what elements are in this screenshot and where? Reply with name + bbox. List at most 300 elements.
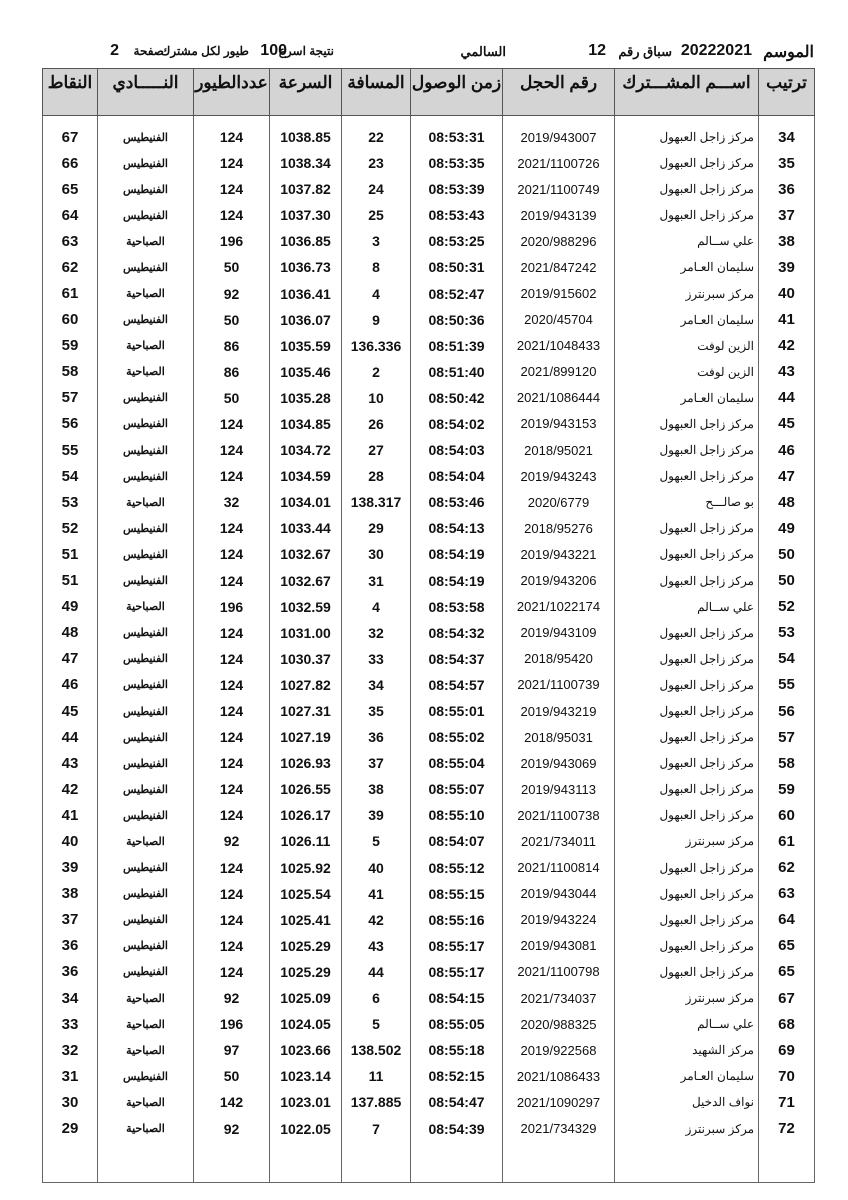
cell-rank: 61 <box>759 828 815 854</box>
cell-name: بو صالـــح <box>615 489 759 515</box>
cell-points: 46 <box>43 672 98 698</box>
cell-rank: 48 <box>759 489 815 515</box>
table-row <box>43 1011 815 1037</box>
birds-count: 100 <box>260 42 287 59</box>
cell-name: مركز سبرنترز <box>615 280 759 306</box>
cell-club: الفنيطيس <box>98 776 194 802</box>
cell-points: 54 <box>43 463 98 489</box>
cell-distance: 4 <box>342 280 411 306</box>
cell-rank: 35 <box>759 150 815 176</box>
empty-cell <box>98 1142 194 1183</box>
cell-arrival-time: 08:54:13 <box>411 515 503 541</box>
cell-ring: 2021/1048433 <box>503 333 615 359</box>
cell-points: 59 <box>43 333 98 359</box>
season-label: الموسم <box>763 44 814 61</box>
cell-name: سليمان العـامر <box>615 254 759 280</box>
cell-club: الفنيطيس <box>98 855 194 881</box>
cell-ring: 2019/922568 <box>503 1037 615 1063</box>
cell-rank: 64 <box>759 907 815 933</box>
column-header-arrival-time: زمن الوصول <box>411 69 503 116</box>
cell-club: الفنيطيس <box>98 1063 194 1089</box>
empty-cell <box>503 1142 615 1183</box>
cell-rank: 65 <box>759 933 815 959</box>
cell-name: مركز زاجل العبهول <box>615 750 759 776</box>
column-header-rank: ترتيب <box>759 69 815 116</box>
table-row <box>43 1089 815 1115</box>
cell-arrival-time: 08:53:58 <box>411 594 503 620</box>
cell-name: مركز زاجل العبهول <box>615 724 759 750</box>
cell-rank: 52 <box>759 594 815 620</box>
cell-distance: 40 <box>342 855 411 881</box>
cell-points: 66 <box>43 150 98 176</box>
cell-birds: 124 <box>194 541 270 567</box>
cell-speed: 1032.67 <box>270 568 342 594</box>
cell-birds: 124 <box>194 437 270 463</box>
cell-rank: 59 <box>759 776 815 802</box>
cell-rank: 42 <box>759 333 815 359</box>
cell-speed: 1026.93 <box>270 750 342 776</box>
cell-speed: 1023.01 <box>270 1089 342 1115</box>
results-table <box>42 68 815 1183</box>
cell-points: 61 <box>43 280 98 306</box>
cell-points: 39 <box>43 855 98 881</box>
table-row <box>43 202 815 228</box>
cell-ring: 2021/1086433 <box>503 1063 615 1089</box>
cell-birds: 124 <box>194 750 270 776</box>
cell-birds: 124 <box>194 698 270 724</box>
cell-speed: 1034.59 <box>270 463 342 489</box>
cell-name: مركز زاجل العبهول <box>615 959 759 985</box>
cell-birds: 124 <box>194 515 270 541</box>
cell-speed: 1027.82 <box>270 672 342 698</box>
cell-club: الصباحية <box>98 1011 194 1037</box>
cell-club: الفنيطيس <box>98 646 194 672</box>
table-row <box>43 228 815 254</box>
cell-distance: 5 <box>342 828 411 854</box>
cell-rank: 47 <box>759 463 815 489</box>
cell-speed: 1038.85 <box>270 116 342 151</box>
cell-distance: 35 <box>342 698 411 724</box>
cell-birds: 50 <box>194 254 270 280</box>
cell-distance: 30 <box>342 541 411 567</box>
cell-speed: 1030.37 <box>270 646 342 672</box>
cell-speed: 1027.19 <box>270 724 342 750</box>
cell-arrival-time: 08:54:19 <box>411 568 503 594</box>
cell-rank: 49 <box>759 515 815 541</box>
table-row <box>43 933 815 959</box>
cell-name: مركز زاجل العبهول <box>615 646 759 672</box>
cell-distance: 37 <box>342 750 411 776</box>
empty-cell <box>615 1142 759 1183</box>
table-row <box>43 333 815 359</box>
cell-name: الزين لوفت <box>615 333 759 359</box>
cell-rank: 72 <box>759 1115 815 1141</box>
cell-points: 51 <box>43 568 98 594</box>
table-row <box>43 385 815 411</box>
cell-rank: 67 <box>759 985 815 1011</box>
cell-speed: 1034.72 <box>270 437 342 463</box>
location: السالمي <box>460 44 506 59</box>
cell-ring: 2021/734011 <box>503 828 615 854</box>
cell-arrival-time: 08:54:15 <box>411 985 503 1011</box>
cell-name: مركز زاجل العبهول <box>615 672 759 698</box>
cell-club: الفنيطيس <box>98 463 194 489</box>
table-row <box>43 116 815 151</box>
table-row <box>43 802 815 828</box>
cell-speed: 1035.28 <box>270 385 342 411</box>
cell-name: علي ســالم <box>615 1011 759 1037</box>
cell-club: الفنيطيس <box>98 254 194 280</box>
cell-distance: 137.885 <box>342 1089 411 1115</box>
cell-arrival-time: 08:53:43 <box>411 202 503 228</box>
cell-ring: 2019/943069 <box>503 750 615 776</box>
cell-birds: 97 <box>194 1037 270 1063</box>
cell-rank: 54 <box>759 646 815 672</box>
cell-birds: 124 <box>194 933 270 959</box>
cell-arrival-time: 08:50:36 <box>411 307 503 333</box>
cell-rank: 36 <box>759 176 815 202</box>
race-number: 12 <box>588 42 606 59</box>
cell-distance: 138.502 <box>342 1037 411 1063</box>
cell-ring: 2019/943109 <box>503 620 615 646</box>
empty-cell <box>342 1142 411 1183</box>
cell-ring: 2021/1022174 <box>503 594 615 620</box>
cell-club: الفنيطيس <box>98 724 194 750</box>
cell-arrival-time: 08:50:31 <box>411 254 503 280</box>
table-row <box>43 985 815 1011</box>
cell-ring: 2021/847242 <box>503 254 615 280</box>
table-row <box>43 750 815 776</box>
cell-name: مركز سبرنترز <box>615 985 759 1011</box>
cell-points: 42 <box>43 776 98 802</box>
cell-distance: 43 <box>342 933 411 959</box>
cell-speed: 1025.29 <box>270 933 342 959</box>
cell-birds: 124 <box>194 176 270 202</box>
cell-speed: 1026.55 <box>270 776 342 802</box>
column-header-ring: رقم الحجل <box>503 69 615 116</box>
cell-speed: 1032.67 <box>270 541 342 567</box>
cell-arrival-time: 08:54:07 <box>411 828 503 854</box>
header-row <box>43 69 815 116</box>
cell-club: الصباحية <box>98 280 194 306</box>
cell-birds: 196 <box>194 1011 270 1037</box>
cell-club: الصباحية <box>98 985 194 1011</box>
cell-club: الفنيطيس <box>98 385 194 411</box>
cell-ring: 2020/45704 <box>503 307 615 333</box>
cell-ring: 2020/988325 <box>503 1011 615 1037</box>
cell-name: علي ســالم <box>615 228 759 254</box>
cell-birds: 124 <box>194 881 270 907</box>
cell-birds: 124 <box>194 776 270 802</box>
cell-arrival-time: 08:55:05 <box>411 1011 503 1037</box>
cell-speed: 1023.66 <box>270 1037 342 1063</box>
cell-points: 53 <box>43 489 98 515</box>
cell-rank: 65 <box>759 959 815 985</box>
cell-points: 37 <box>43 907 98 933</box>
cell-club: الفنيطيس <box>98 881 194 907</box>
cell-distance: 27 <box>342 437 411 463</box>
table-row <box>43 907 815 933</box>
cell-ring: 2021/734329 <box>503 1115 615 1141</box>
cell-name: مركز زاجل العبهول <box>615 176 759 202</box>
column-header-birds: عددالطيور <box>194 69 270 116</box>
table-row <box>43 541 815 567</box>
cell-name: مركز زاجل العبهول <box>615 802 759 828</box>
cell-arrival-time: 08:54:57 <box>411 672 503 698</box>
cell-birds: 124 <box>194 672 270 698</box>
cell-distance: 5 <box>342 1011 411 1037</box>
cell-ring: 2021/1100749 <box>503 176 615 202</box>
cell-speed: 1034.01 <box>270 489 342 515</box>
cell-club: الفنيطيس <box>98 959 194 985</box>
cell-points: 64 <box>43 202 98 228</box>
table-row <box>43 855 815 881</box>
cell-club: الفنيطيس <box>98 411 194 437</box>
cell-ring: 2019/943139 <box>503 202 615 228</box>
cell-rank: 60 <box>759 802 815 828</box>
table-row <box>43 1037 815 1063</box>
cell-birds: 124 <box>194 907 270 933</box>
cell-points: 67 <box>43 116 98 151</box>
cell-rank: 69 <box>759 1037 815 1063</box>
cell-ring: 2021/1100738 <box>503 802 615 828</box>
cell-points: 30 <box>43 1089 98 1115</box>
cell-arrival-time: 08:54:39 <box>411 1115 503 1141</box>
cell-ring: 2021/1100814 <box>503 855 615 881</box>
table-row <box>43 646 815 672</box>
cell-speed: 1036.73 <box>270 254 342 280</box>
cell-distance: 136.336 <box>342 333 411 359</box>
cell-club: الفنيطيس <box>98 150 194 176</box>
cell-points: 52 <box>43 515 98 541</box>
cell-distance: 24 <box>342 176 411 202</box>
table-row <box>43 411 815 437</box>
cell-points: 44 <box>43 724 98 750</box>
cell-ring: 2019/943206 <box>503 568 615 594</box>
cell-arrival-time: 08:53:31 <box>411 116 503 151</box>
column-header-points: النقاط <box>43 69 98 116</box>
cell-speed: 1025.09 <box>270 985 342 1011</box>
cell-club: الفنيطيس <box>98 437 194 463</box>
table-row <box>43 176 815 202</box>
table-row <box>43 672 815 698</box>
cell-speed: 1032.59 <box>270 594 342 620</box>
cell-birds: 124 <box>194 202 270 228</box>
cell-arrival-time: 08:52:15 <box>411 1063 503 1089</box>
cell-arrival-time: 08:51:40 <box>411 359 503 385</box>
cell-birds: 50 <box>194 385 270 411</box>
cell-birds: 32 <box>194 489 270 515</box>
cell-club: الفنيطيس <box>98 750 194 776</box>
cell-name: سليمان العـامر <box>615 307 759 333</box>
cell-birds: 124 <box>194 855 270 881</box>
report-title <box>44 42 814 66</box>
cell-arrival-time: 08:55:02 <box>411 724 503 750</box>
cell-arrival-time: 08:53:35 <box>411 150 503 176</box>
cell-arrival-time: 08:55:17 <box>411 933 503 959</box>
cell-distance: 39 <box>342 802 411 828</box>
cell-distance: 6 <box>342 985 411 1011</box>
cell-ring: 2019/943153 <box>503 411 615 437</box>
cell-rank: 40 <box>759 280 815 306</box>
cell-birds: 50 <box>194 1063 270 1089</box>
cell-distance: 31 <box>342 568 411 594</box>
birds-label: طيور لكل مشترك <box>160 44 249 58</box>
table-row <box>43 568 815 594</box>
cell-arrival-time: 08:53:25 <box>411 228 503 254</box>
cell-rank: 46 <box>759 437 815 463</box>
cell-arrival-time: 08:55:16 <box>411 907 503 933</box>
cell-points: 29 <box>43 1115 98 1141</box>
cell-ring: 2018/95021 <box>503 437 615 463</box>
cell-speed: 1026.11 <box>270 828 342 854</box>
table-row <box>43 150 815 176</box>
cell-birds: 92 <box>194 985 270 1011</box>
cell-ring: 2019/943221 <box>503 541 615 567</box>
cell-points: 49 <box>43 594 98 620</box>
cell-speed: 1025.92 <box>270 855 342 881</box>
empty-cell <box>759 1142 815 1183</box>
cell-name: مركز زاجل العبهول <box>615 541 759 567</box>
empty-cell <box>270 1142 342 1183</box>
cell-speed: 1034.85 <box>270 411 342 437</box>
cell-ring: 2021/1090297 <box>503 1089 615 1115</box>
cell-birds: 124 <box>194 411 270 437</box>
cell-arrival-time: 08:55:07 <box>411 776 503 802</box>
cell-ring: 2018/95276 <box>503 515 615 541</box>
cell-rank: 34 <box>759 116 815 151</box>
cell-name: نواف الدخيل <box>615 1089 759 1115</box>
column-header-club: النـــــادي <box>98 69 194 116</box>
cell-arrival-time: 08:55:15 <box>411 881 503 907</box>
cell-birds: 86 <box>194 359 270 385</box>
cell-distance: 2 <box>342 359 411 385</box>
cell-ring: 2018/95420 <box>503 646 615 672</box>
cell-club: الفنيطيس <box>98 202 194 228</box>
cell-arrival-time: 08:55:17 <box>411 959 503 985</box>
cell-club: الصباحية <box>98 1037 194 1063</box>
cell-points: 33 <box>43 1011 98 1037</box>
cell-arrival-time: 08:54:04 <box>411 463 503 489</box>
cell-rank: 56 <box>759 698 815 724</box>
cell-distance: 4 <box>342 594 411 620</box>
cell-name: مركز زاجل العبهول <box>615 116 759 151</box>
cell-ring: 2019/943219 <box>503 698 615 724</box>
table-row <box>43 307 815 333</box>
cell-speed: 1038.34 <box>270 150 342 176</box>
cell-birds: 124 <box>194 568 270 594</box>
cell-distance: 138.317 <box>342 489 411 515</box>
cell-distance: 22 <box>342 116 411 151</box>
cell-club: الفنيطيس <box>98 802 194 828</box>
cell-club: الفنيطيس <box>98 307 194 333</box>
table-row <box>43 881 815 907</box>
cell-name: مركز زاجل العبهول <box>615 620 759 646</box>
cell-name: مركز زاجل العبهول <box>615 855 759 881</box>
table-row <box>43 776 815 802</box>
cell-ring: 2019/943044 <box>503 881 615 907</box>
cell-ring: 2019/943243 <box>503 463 615 489</box>
cell-name: مركز زاجل العبهول <box>615 907 759 933</box>
cell-speed: 1037.82 <box>270 176 342 202</box>
cell-points: 57 <box>43 385 98 411</box>
cell-club: الفنيطيس <box>98 672 194 698</box>
cell-points: 65 <box>43 176 98 202</box>
table-row <box>43 828 815 854</box>
table-row <box>43 1115 815 1141</box>
cell-speed: 1036.41 <box>270 280 342 306</box>
cell-ring: 2021/734037 <box>503 985 615 1011</box>
cell-speed: 1035.46 <box>270 359 342 385</box>
cell-ring: 2020/6779 <box>503 489 615 515</box>
cell-club: الفنيطيس <box>98 698 194 724</box>
cell-birds: 124 <box>194 646 270 672</box>
cell-speed: 1023.14 <box>270 1063 342 1089</box>
cell-club: الصباحية <box>98 359 194 385</box>
cell-points: 62 <box>43 254 98 280</box>
cell-arrival-time: 08:54:32 <box>411 620 503 646</box>
table-row <box>43 620 815 646</box>
cell-name: مركز زاجل العبهول <box>615 933 759 959</box>
cell-birds: 196 <box>194 228 270 254</box>
cell-club: الفنيطيس <box>98 541 194 567</box>
cell-birds: 86 <box>194 333 270 359</box>
cell-rank: 68 <box>759 1011 815 1037</box>
table-row <box>43 280 815 306</box>
cell-arrival-time: 08:51:39 <box>411 333 503 359</box>
season: 20222021 <box>680 42 752 59</box>
cell-rank: 55 <box>759 672 815 698</box>
cell-ring: 2021/1086444 <box>503 385 615 411</box>
cell-arrival-time: 08:55:10 <box>411 802 503 828</box>
cell-name: مركز سبرنترز <box>615 1115 759 1141</box>
cell-name: مركز زاجل العبهول <box>615 150 759 176</box>
cell-birds: 92 <box>194 280 270 306</box>
cell-arrival-time: 08:50:42 <box>411 385 503 411</box>
empty-cell <box>411 1142 503 1183</box>
cell-speed: 1022.05 <box>270 1115 342 1141</box>
cell-ring: 2018/95031 <box>503 724 615 750</box>
page-number: 2 <box>110 42 119 59</box>
cell-distance: 32 <box>342 620 411 646</box>
cell-arrival-time: 08:54:02 <box>411 411 503 437</box>
table-row <box>43 437 815 463</box>
cell-name: سليمان العـامر <box>615 385 759 411</box>
cell-points: 41 <box>43 802 98 828</box>
cell-points: 31 <box>43 1063 98 1089</box>
cell-arrival-time: 08:54:47 <box>411 1089 503 1115</box>
cell-rank: 50 <box>759 541 815 567</box>
cell-distance: 38 <box>342 776 411 802</box>
cell-ring: 2021/1100739 <box>503 672 615 698</box>
cell-birds: 50 <box>194 307 270 333</box>
cell-rank: 41 <box>759 307 815 333</box>
cell-name: مركز زاجل العبهول <box>615 698 759 724</box>
cell-name: مركز زاجل العبهول <box>615 881 759 907</box>
column-header-name: اســـم المشـــترك <box>615 69 759 116</box>
cell-rank: 37 <box>759 202 815 228</box>
cell-ring: 2020/988296 <box>503 228 615 254</box>
cell-club: الفنيطيس <box>98 176 194 202</box>
cell-points: 32 <box>43 1037 98 1063</box>
table-row <box>43 698 815 724</box>
cell-distance: 26 <box>342 411 411 437</box>
cell-speed: 1027.31 <box>270 698 342 724</box>
cell-birds: 92 <box>194 828 270 854</box>
cell-name: مركز زاجل العبهول <box>615 515 759 541</box>
cell-birds: 124 <box>194 116 270 151</box>
cell-birds: 124 <box>194 150 270 176</box>
